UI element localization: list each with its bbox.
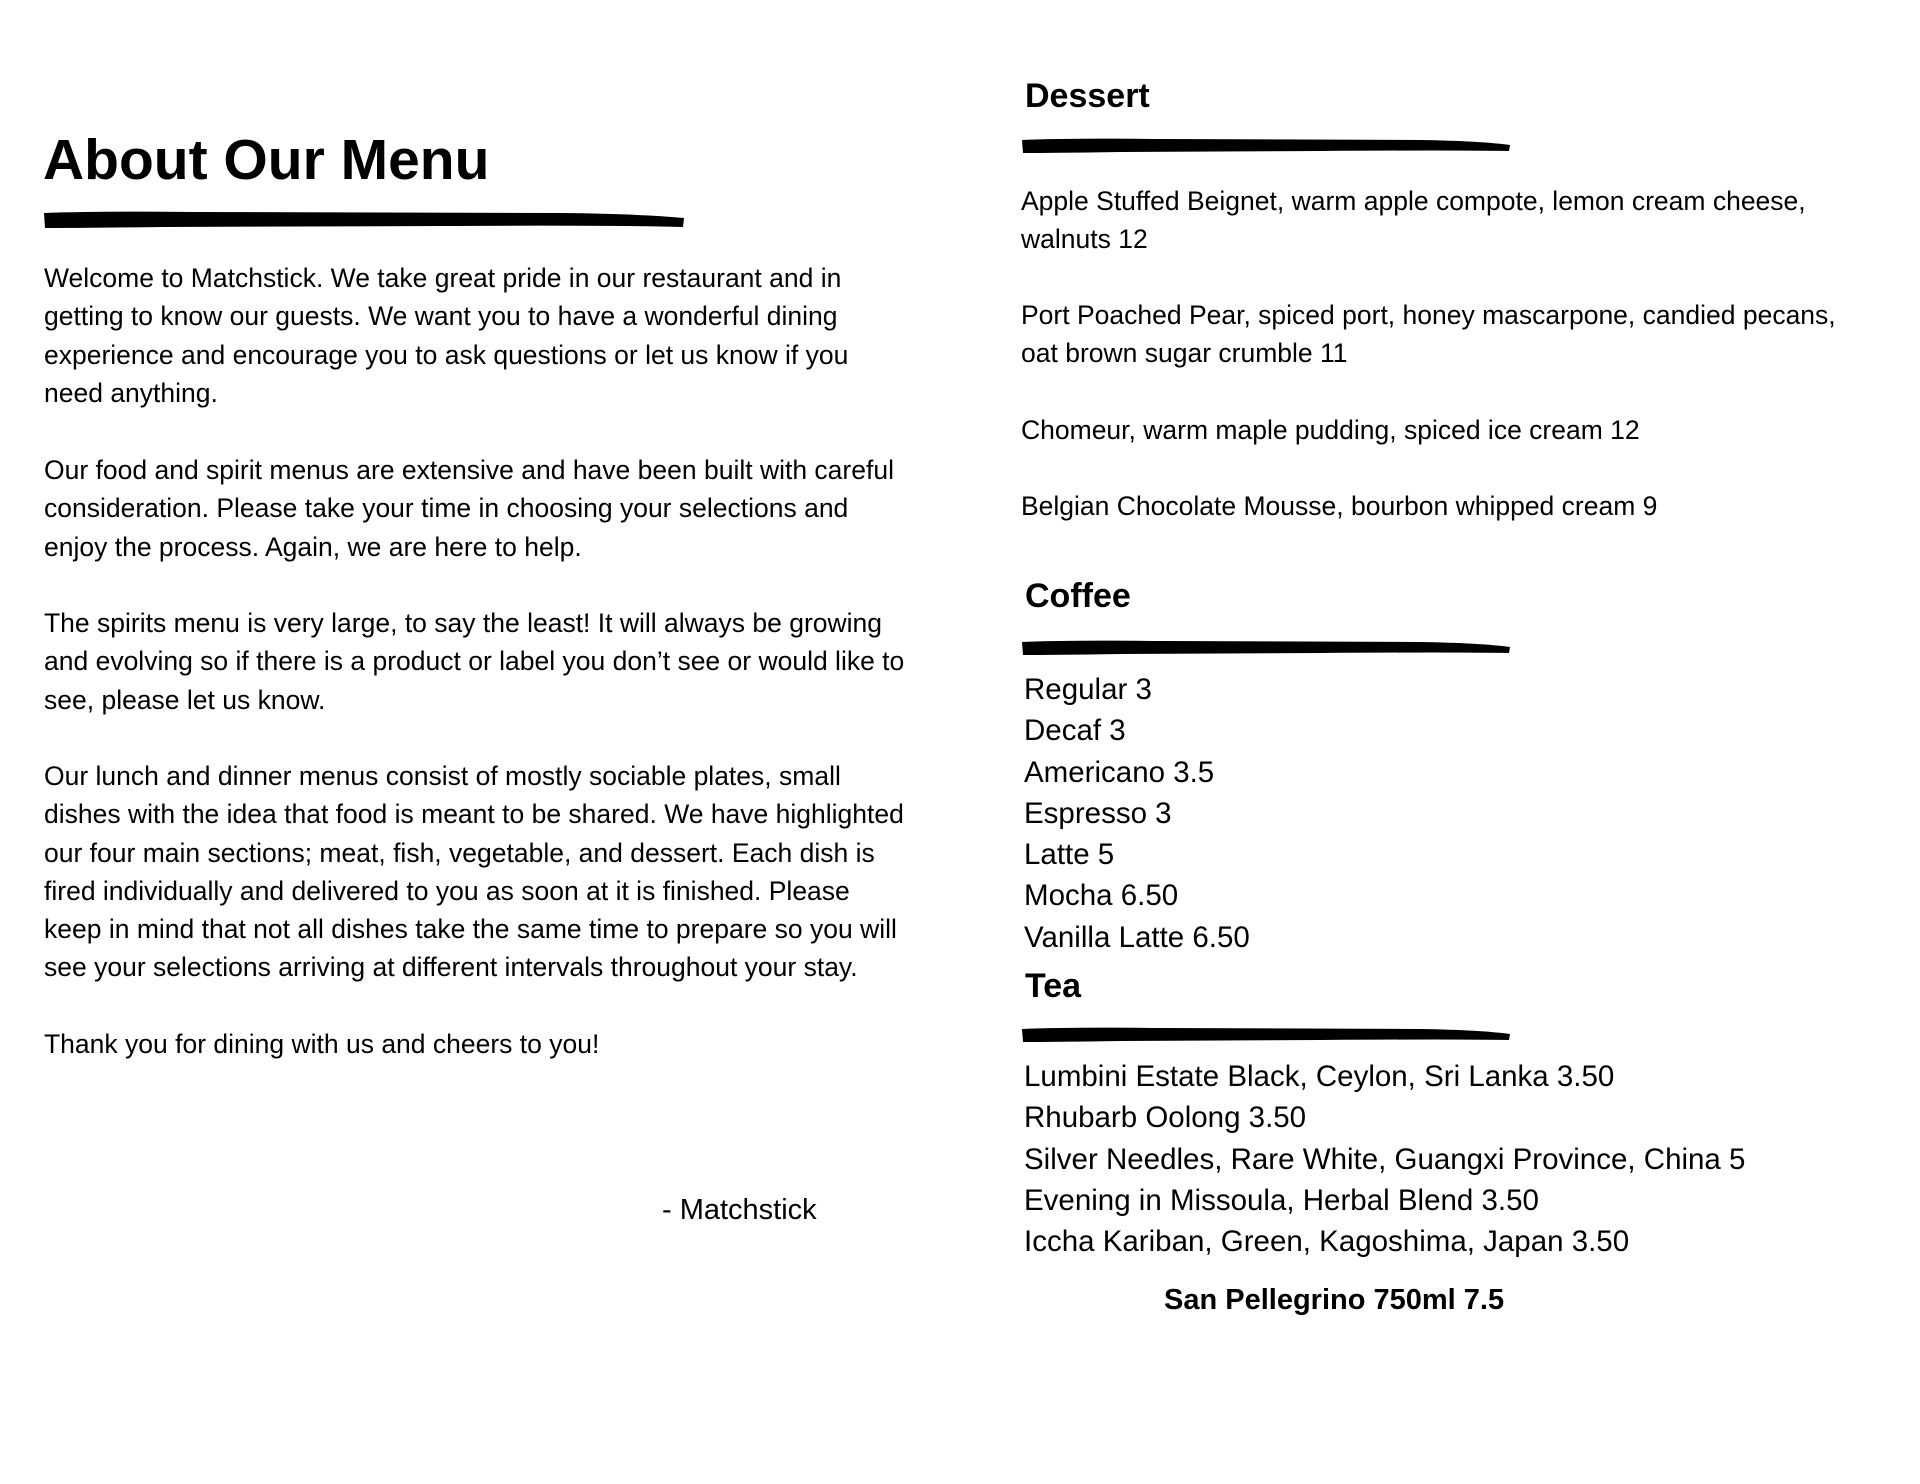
tea-item: Iccha Kariban, Green, Kagoshima, Japan 3.50 [1024, 1225, 1630, 1259]
about-title-underline [43, 210, 685, 230]
sparkling-water-item: San Pellegrino 750ml 7.5 [1164, 1284, 1505, 1316]
coffee-item: Americano 3.5 [1024, 755, 1215, 789]
dessert-underline [1021, 137, 1511, 155]
tea-heading: Tea [1025, 967, 1082, 1005]
about-paragraph-4: Our lunch and dinner menus consist of mostly sociable plates, small dishes with the idea that food is meant to be shared. We have highlighted our four main sections; meat, fish, vegetable, and dessert. Each dish is fired individually and delivered to you as soon at it is finished. Please keep in mind that not all dishes take the same time to prepare so you will see your selections arriving at different intervals throughout your stay. [44, 761, 904, 983]
dessert-item: Port Poached Pear, spiced port, honey mascarpone, candied pecans, oat brown sugar crumble 11 [1021, 300, 1836, 369]
coffee-item: Decaf 3 [1024, 714, 1126, 748]
about-title: About Our Menu [43, 128, 490, 192]
signature: - Matchstick [662, 1194, 817, 1226]
about-paragraph-1: Welcome to Matchstick. We take great pride in our restaurant and in getting to know our guests. We want you to have a wonderful dining experience and encourage you to ask questions or let us know if you need anything. [44, 263, 849, 408]
coffee-item: Regular 3 [1024, 673, 1152, 706]
about-paragraph-5: Thank you for dining with us and cheers to you! [44, 1029, 600, 1059]
tea-item: Lumbini Estate Black, Ceylon, Sri Lanka 3.50 [1024, 1060, 1615, 1093]
coffee-item: Vanilla Latte 6.50 [1024, 920, 1250, 954]
about-paragraph-2: Our food and spirit menus are extensive and have been built with careful consideration. Please take your time in choosing your selections and enjoy the process. Again, we are here to help. [44, 455, 894, 562]
dessert-item: Belgian Chocolate Mousse, bourbon whipped cream 9 [1021, 491, 1658, 521]
coffee-item: Mocha 6.50 [1024, 879, 1179, 913]
tea-underline [1021, 1026, 1511, 1044]
coffee-underline [1021, 639, 1511, 657]
about-paragraph-3: The spirits menu is very large, to say the least! It will always be growing and evolving so if there is a product or label you don’t see or would like to see, please let us know. [44, 608, 905, 715]
tea-item: Evening in Missoula, Herbal Blend 3.50 [1024, 1183, 1539, 1217]
tea-item: Silver Needles, Rare White, Guangxi Province, China 5 [1024, 1142, 1746, 1176]
coffee-item: Latte 5 [1024, 838, 1115, 872]
dessert-item: Chomeur, warm maple pudding, spiced ice cream 12 [1021, 415, 1640, 445]
coffee-heading: Coffee [1025, 577, 1131, 615]
tea-item: Rhubarb Oolong 3.50 [1024, 1101, 1307, 1135]
tea-list [1024, 1056, 1745, 1262]
dessert-heading: Dessert [1025, 77, 1150, 115]
dessert-item: Apple Stuffed Beignet, warm apple compote, lemon cream cheese, walnuts 12 [1021, 186, 1806, 255]
coffee-item: Espresso 3 [1024, 796, 1172, 830]
coffee-list [1024, 669, 1250, 958]
